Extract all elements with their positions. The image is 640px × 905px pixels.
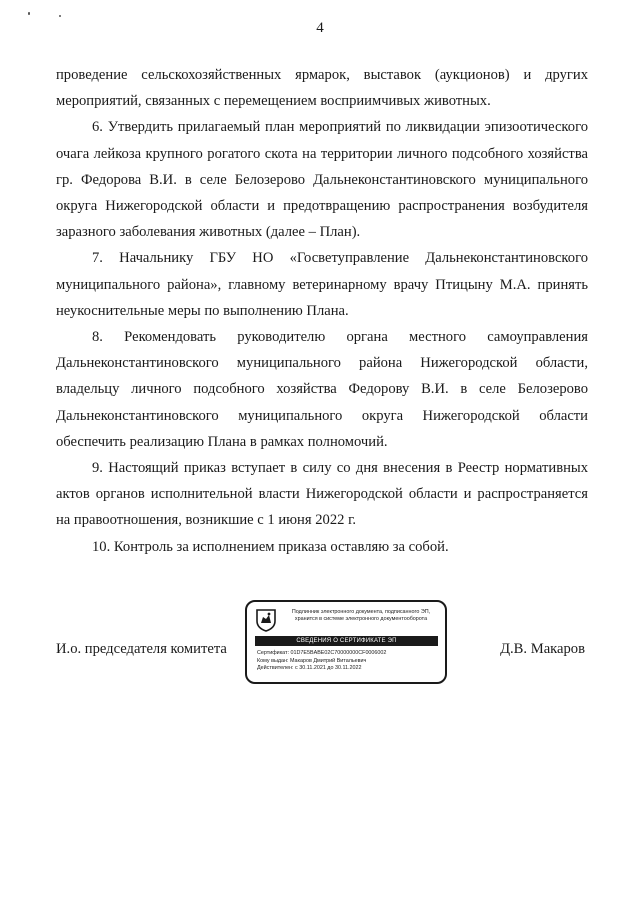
document-body: [56, 62, 588, 560]
paragraph-7: 7. Начальнику ГБУ НО «Госветуправление Дальнеконстантиновского муниципального района», главному ветеринарному врачу Птицыну М.А. принять неукоснительные меры по выполнению Плана.: [56, 250, 588, 319]
signatory-position: И.о. председателя комитета: [56, 641, 227, 657]
paragraph-continuation: проведение сельскохозяйственных ярмарок, выставок (аукционов) и других мероприятий, связанных с перемещением восприимчивых животных.: [56, 67, 588, 110]
scan-speck: [28, 12, 30, 15]
paragraph-10: 10. Контроль за исполнением приказа оставляю за собой.: [92, 538, 449, 555]
paragraph-8: 8. Рекомендовать руководителю органа местного самоуправления Дальнеконстантиновского муниципального района Нижегородской области, владельцу личного подсобного хозяйства Федорову В.И. в селе Белозерово Дальнеконстантиновского муниципального округа Нижегородской области обеспечить реализацию Плана в рамках полномочий.: [56, 329, 588, 450]
stamp-issued-to: Кому выдан: Макаров Дмитрий Витальевич: [257, 657, 367, 664]
coat-of-arms-icon: [255, 608, 277, 632]
scan-speck: [59, 15, 61, 17]
page-number: 4: [316, 20, 324, 36]
stamp-header-text: Подлинник электронного документа, подписанного ЭП, хранится в системе электронного документооборота: [291, 609, 431, 622]
stamp-title: СВЕДЕНИЯ О СЕРТИФИКАТЕ ЭП: [255, 636, 438, 646]
signatory-name: Д.В. Макаров: [500, 641, 585, 657]
stamp-validity: Действителен: с 30.11.2021 до 30.11.2022: [257, 665, 362, 672]
paragraph-9: 9. Настоящий приказ вступает в силу со дня внесения в Реестр нормативных актов органов исполнительной власти Нижегородской области и распространяется на правоотношения, возникшие с 1 июня 2022 г.: [56, 460, 588, 529]
electronic-signature-stamp: [245, 600, 447, 684]
paragraph-6: 6. Утвердить прилагаемый план мероприятий по ликвидации эпизоотического очага лейкоза крупного рогатого скота на территории личного подсобного хозяйства гр. Федорова В.И. в селе Белозерово Дальнеконстантиновского муниципального округа Нижегородской области и предотвращению распространения возбудителя заразного заболевания животных (далее – План).: [56, 119, 588, 241]
stamp-certificate-info: [257, 650, 442, 673]
stamp-certificate-number: Сертификат: 01D7E5BABE02C70000000CF0006002: [257, 650, 387, 656]
